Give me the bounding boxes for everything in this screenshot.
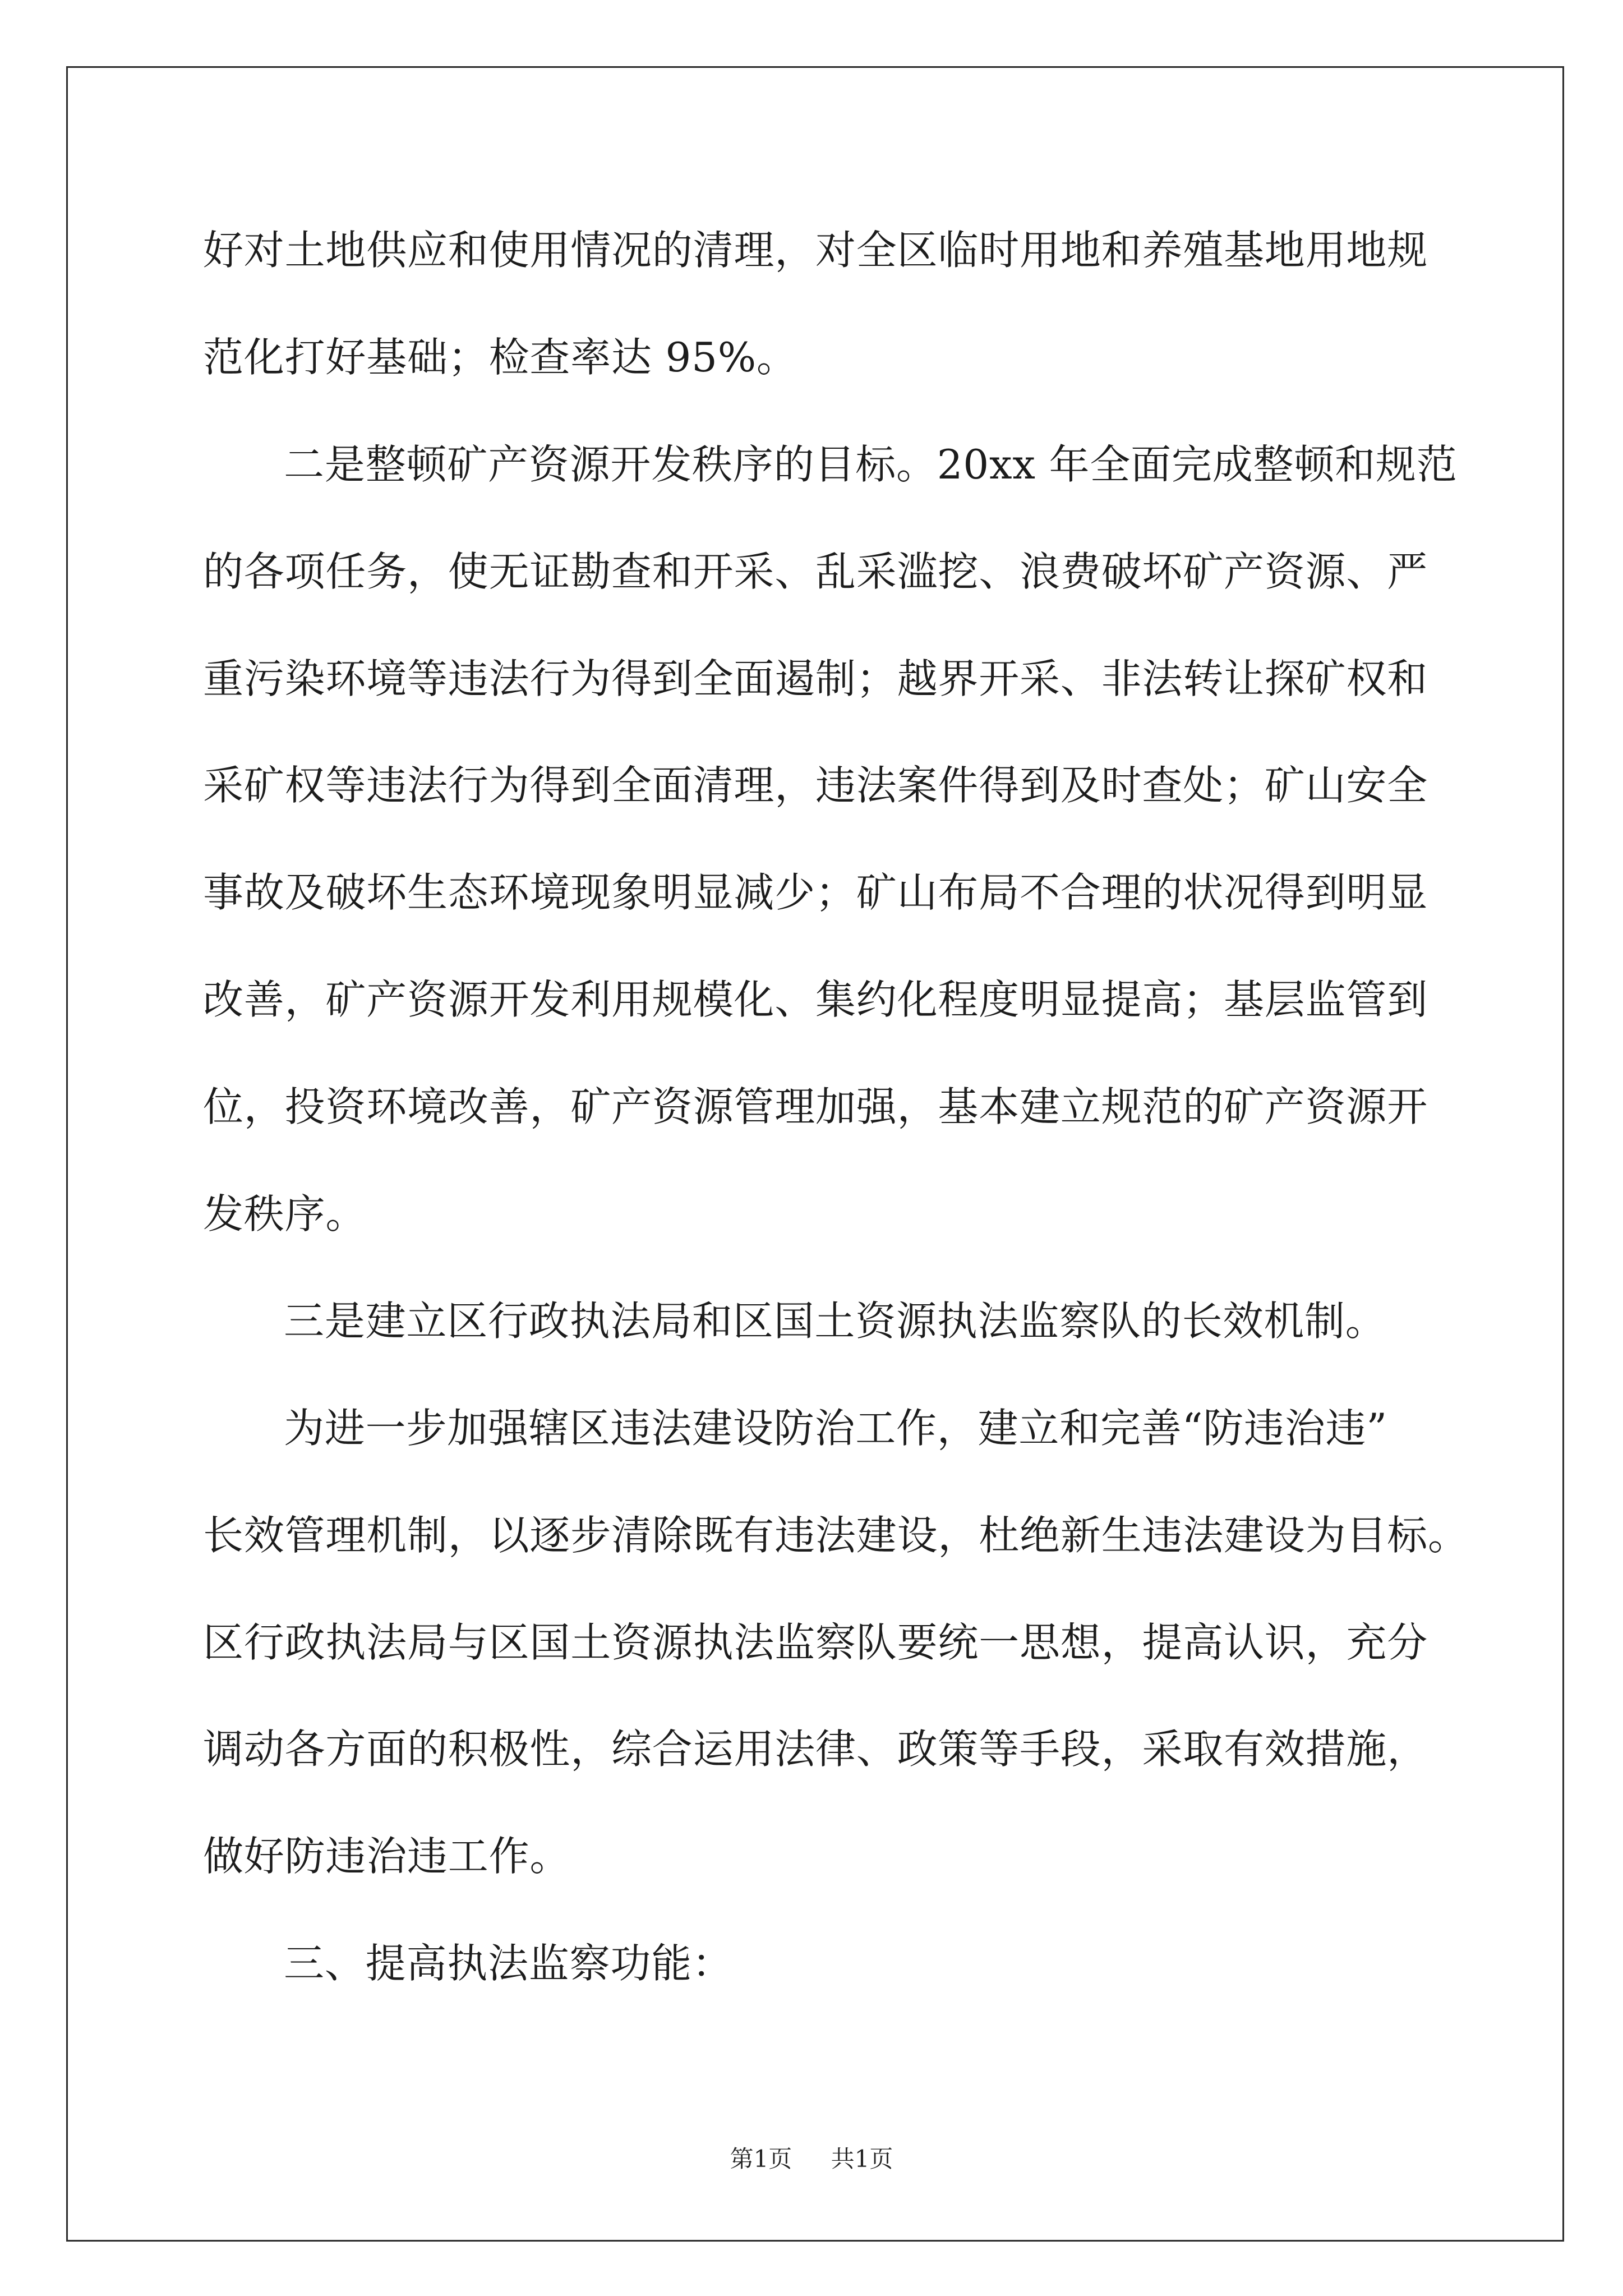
total-page-count: 共1页 xyxy=(831,2145,893,2173)
text-line: 为进一步加强辖区违法建设防治工作，建立和完善“防违治违” xyxy=(284,1404,1388,1452)
paragraph xyxy=(203,1268,1493,1375)
text-line: 好对土地供应和使用情况的清理，对全区临时用地和养殖基地用地规 xyxy=(203,227,1428,274)
text-line: 二是整顿矿产资源开发秩序的目标。20xx 年全面完成整顿和规范 xyxy=(284,440,1458,488)
paragraph xyxy=(203,197,1493,411)
text-line: 长效管理机制，以逐步清除既有违法建设，杜绝新生违法建设为目标。 xyxy=(203,1511,1469,1559)
text-line: 位，投资环境改善，矿产资源管理加强，基本建立规范的矿产资源开 xyxy=(203,1083,1428,1131)
text-line: 发秩序。 xyxy=(203,1190,367,1238)
page-footer xyxy=(0,2143,1623,2175)
text-line: 区行政执法局与区国土资源执法监察队要统一思想，提高认识，充分 xyxy=(203,1618,1428,1666)
text-line: 事故及破坏生态环境现象明显减少；矿山布局不合理的状况得到明显 xyxy=(203,869,1428,917)
text-line: 改善，矿产资源开发利用规模化、集约化程度明显提高；基层监管到 xyxy=(203,976,1428,1024)
text-line: 调动各方面的积极性，综合运用法律、政策等手段，采取有效措施， xyxy=(203,1726,1428,1773)
current-page-number: 第1页 xyxy=(730,2145,792,2173)
text-line: 范化打好基础；检查率达 95%。 xyxy=(203,333,797,381)
section-heading xyxy=(203,1910,1493,2017)
text-line: 重污染环境等违法行为得到全面遏制；越界开采、非法转让探矿权和 xyxy=(203,655,1428,702)
document-body xyxy=(203,197,1493,2017)
paragraph xyxy=(203,411,1493,1268)
text-line: 三、提高执法监察功能： xyxy=(284,1940,733,1987)
text-line: 采矿权等违法行为得到全面清理，违法案件得到及时查处；矿山安全 xyxy=(203,762,1428,809)
paragraph xyxy=(203,1375,1493,1910)
text-line: 三是建立区行政执法局和区国土资源执法监察队的长效机制。 xyxy=(284,1297,1386,1345)
text-line: 的各项任务，使无证勘查和开采、乱采滥挖、浪费破坏矿产资源、严 xyxy=(203,547,1428,595)
text-line: 做好防违治违工作。 xyxy=(203,1833,571,1880)
